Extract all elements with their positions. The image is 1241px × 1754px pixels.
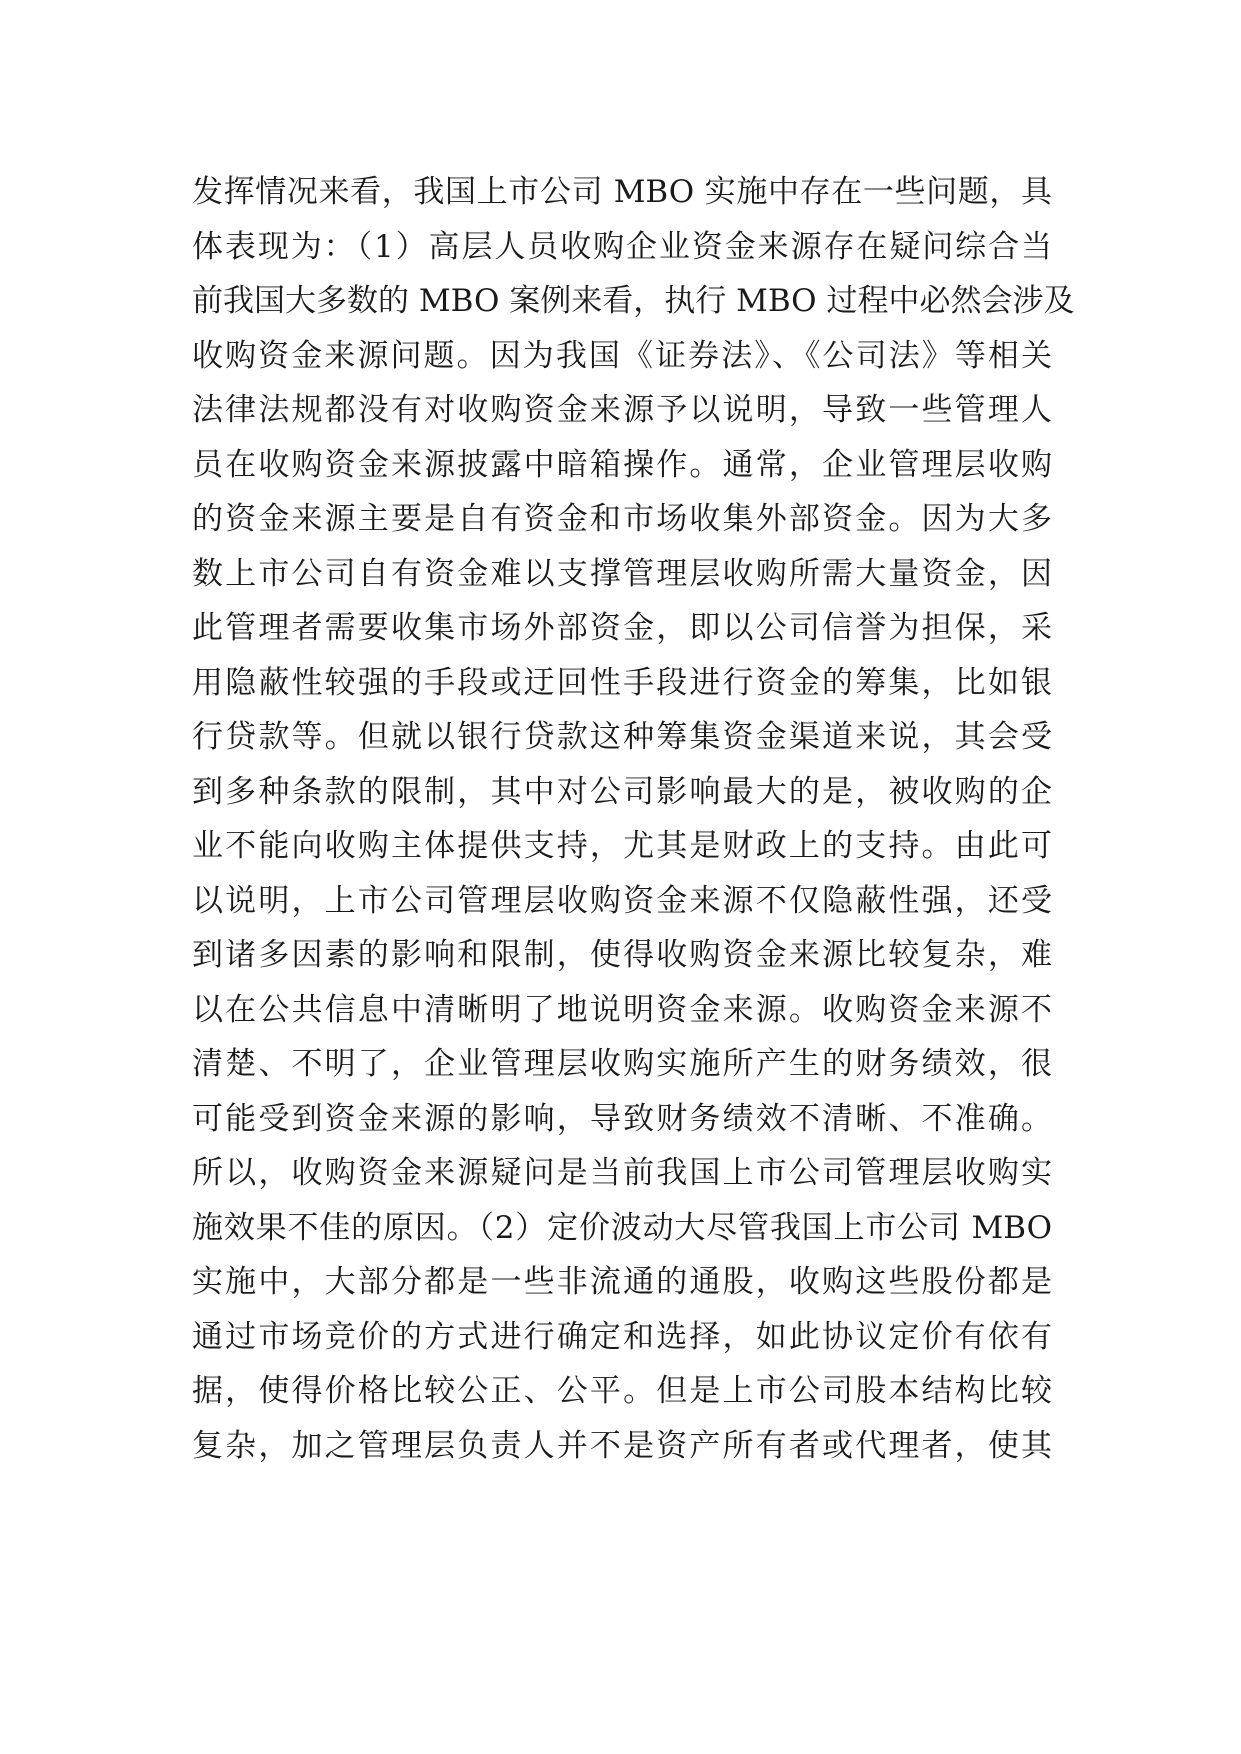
text-line: 可能受到资金来源的影响，导致财务绩效不清晰、不准确。 bbox=[192, 1100, 1052, 1137]
text-line: 复杂，加之管理层负责人并不是资产所有者或代理者，使其 bbox=[192, 1427, 1052, 1464]
text-line: 到多种条款的限制，其中对公司影响最大的是，被收购的企 bbox=[192, 773, 1052, 810]
text-line: 业不能向收购主体提供支持，尤其是财政上的支持。由此可 bbox=[192, 828, 1052, 864]
text-line: 所以，收购资金来源疑问是当前我国上市公司管理层收购实 bbox=[192, 1155, 1052, 1191]
text-line: 发挥情况来看，我国上市公司 MBO 实施中存在一些问题，具 bbox=[192, 174, 1052, 210]
text-line: 数上市公司自有资金难以支撑管理层收购所需大量资金，因 bbox=[192, 555, 1052, 592]
text-line: 据，使得价格比较公正、公平。但是上市公司股本结构比较 bbox=[192, 1373, 1052, 1409]
text-line: 用隐蔽性较强的手段或迂回性手段进行资金的筹集，比如银 bbox=[192, 664, 1052, 701]
text-line: 的资金来源主要是自有资金和市场收集外部资金。因为大多 bbox=[192, 501, 1052, 537]
text-line: 通过市场竞价的方式进行确定和选择，如此协议定价有依有 bbox=[192, 1318, 1052, 1355]
text-line: 以说明，上市公司管理层收购资金来源不仅隐蔽性强，还受 bbox=[192, 882, 1052, 919]
text-line: 体表现为：（1）高层人员收购企业资金来源存在疑问综合当 bbox=[192, 228, 1052, 265]
text-line: 清楚、不明了，企业管理层收购实施所产生的财务绩效，很 bbox=[192, 1046, 1052, 1082]
text-line: 此管理者需要收集市场外部资金，即以公司信誉为担保，采 bbox=[192, 610, 1052, 646]
text-line: 员在收购资金来源披露中暗箱操作。通常，企业管理层收购 bbox=[192, 446, 1052, 483]
text-line: 行贷款等。但就以银行贷款这种筹集资金渠道来说，其会受 bbox=[192, 719, 1052, 755]
text-line: 施效果不佳的原因。（2）定价波动大尽管我国上市公司 MBO bbox=[192, 1209, 1052, 1246]
text-line: 实施中，大部分都是一些非流通的通股，收购这些股份都是 bbox=[192, 1264, 1052, 1300]
text-line: 到诸多因素的影响和限制，使得收购资金来源比较复杂，难 bbox=[192, 937, 1052, 973]
text-line: 收购资金来源问题。因为我国《证券法》、《公司法》等相关 bbox=[192, 337, 1052, 374]
text-line: 法律法规都没有对收购资金来源予以说明，导致一些管理人 bbox=[192, 392, 1052, 428]
text-line: 前我国大多数的 MBO 案例来看，执行 MBO 过程中必然会涉及 bbox=[192, 283, 1075, 319]
body-paragraph bbox=[192, 165, 1075, 1473]
text-line: 以在公共信息中清晰明了地说明资金来源。收购资金来源不 bbox=[192, 991, 1052, 1028]
